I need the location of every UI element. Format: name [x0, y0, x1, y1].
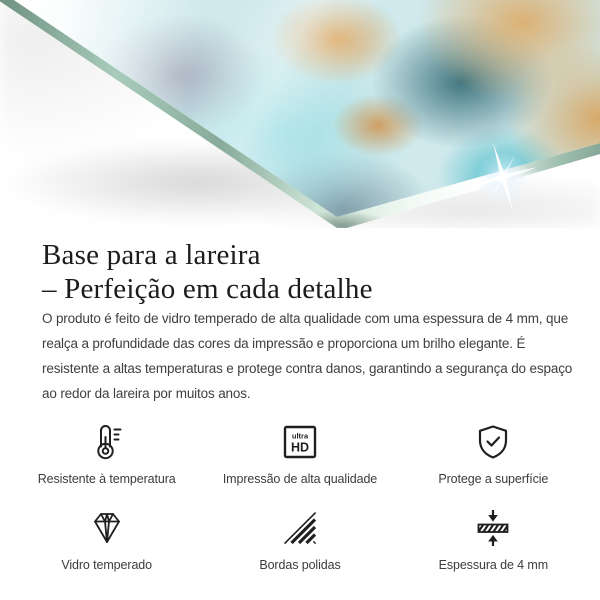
feature-item-thickness [397, 506, 590, 572]
feature-label: Vidro temperado [61, 557, 153, 572]
feature-item-print-quality [203, 420, 396, 486]
sparkle-highlight-icon [466, 140, 540, 214]
feature-item-temperature [10, 420, 203, 486]
feature-label: Resistente à temperatura [37, 471, 176, 486]
feature-label: Espessura de 4 mm [438, 557, 549, 572]
page-title-line1: Base para a lareira [42, 239, 261, 271]
feature-label: Bordas polidas [259, 557, 341, 572]
feature-item-tempered-glass [10, 506, 203, 572]
svg-text:ultra: ultra [291, 431, 309, 440]
feature-item-surface-protection [397, 420, 590, 486]
feature-label: Impressão de alta qualidade [222, 471, 378, 486]
product-description: O produto é feito de vidro temperado de alta qualidade com uma espessura de 4 mm, que realça a profundidade das cores da impressão e proporciona um brilho elegante. É resistente a altas temperaturas e protege contra danos, garantindo a segurança do espaço ao redor da lareira por muitos anos. [42, 311, 573, 401]
product-photo [0, 0, 600, 228]
feature-item-polished-edges [203, 506, 396, 572]
svg-text:HD: HD [290, 440, 310, 454]
content-section [0, 238, 600, 406]
shield-check-icon [473, 420, 513, 464]
thermometer-icon [87, 420, 127, 464]
ultra-hd-icon [280, 420, 320, 464]
page-title-line2: – Perfeição em cada detalhe [42, 273, 373, 305]
page-title [42, 238, 558, 306]
feature-grid [0, 420, 600, 572]
feature-label: Protege a superfície [438, 471, 549, 486]
thickness-icon [473, 506, 513, 550]
diamond-icon [87, 506, 127, 550]
polished-edges-icon [280, 506, 320, 550]
